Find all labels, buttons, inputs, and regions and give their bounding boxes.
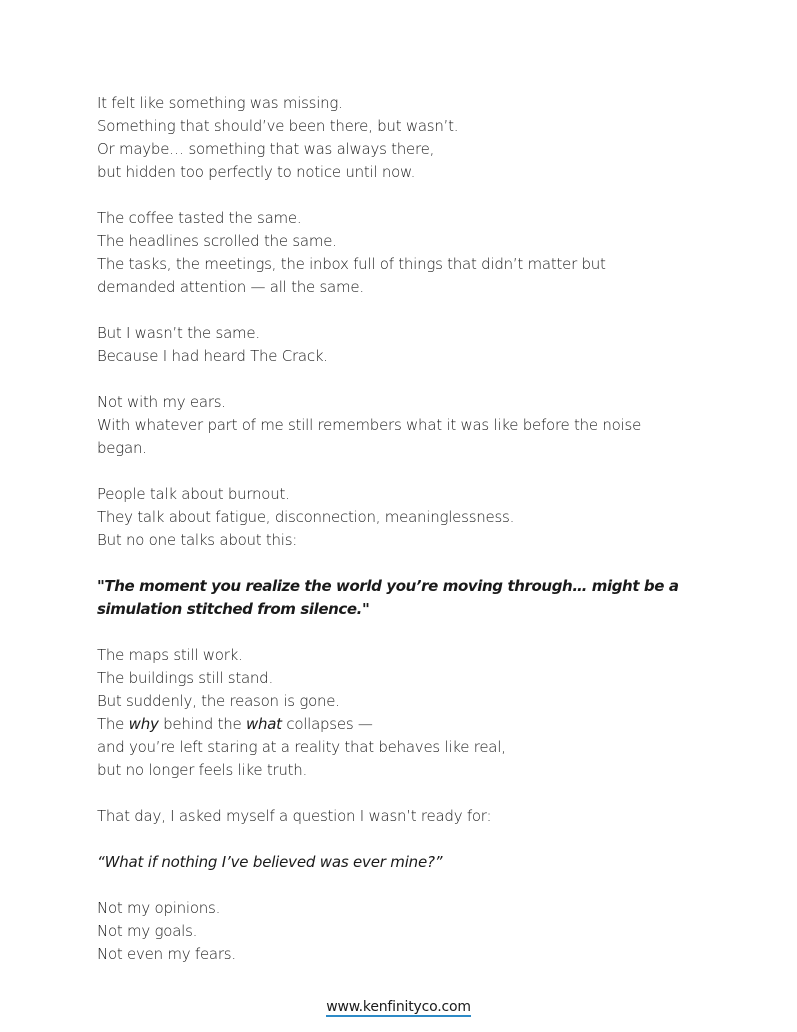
text-line: demanded attention — all the same. bbox=[97, 278, 364, 296]
text-line-why-what bbox=[97, 713, 737, 736]
text-line: That day, I asked myself a question I wasn’t ready for: bbox=[97, 807, 492, 825]
paragraph-same bbox=[97, 207, 737, 299]
text-line: The buildings still stand. bbox=[97, 669, 273, 687]
text-line: The tasks, the meetings, the inbox full of things that didn’t matter but bbox=[97, 255, 606, 273]
text-line: They talk about fatigue, disconnection, meaninglessness. bbox=[97, 508, 515, 526]
text-line: Because I had heard The Crack. bbox=[97, 347, 328, 365]
text-fragment: The bbox=[97, 715, 129, 733]
quote-line: “What if nothing I’ve believed was ever mine?” bbox=[97, 853, 443, 871]
pull-quote-believed bbox=[97, 851, 737, 874]
pull-quote-simulation bbox=[97, 575, 737, 621]
quote-line: "The moment you realize the world you’re moving through… might be a bbox=[97, 577, 679, 595]
emphasis-what: what bbox=[245, 715, 282, 733]
text-fragment: collapses — bbox=[281, 715, 373, 733]
document-body bbox=[97, 92, 737, 989]
text-line: Not even my fears. bbox=[97, 945, 236, 963]
text-line: and you’re left staring at a reality that behaves like real, bbox=[97, 738, 506, 756]
paragraph-not-mine bbox=[97, 897, 737, 966]
text-line: People talk about burnout. bbox=[97, 485, 290, 503]
text-line: Or maybe… something that was always there, bbox=[97, 140, 435, 158]
paragraph-question bbox=[97, 805, 737, 828]
page-footer bbox=[0, 996, 797, 1015]
text-line: The coffee tasted the same. bbox=[97, 209, 302, 227]
text-line: Not my goals. bbox=[97, 922, 198, 940]
text-line: But I wasn’t the same. bbox=[97, 324, 260, 342]
text-line: But no one talks about this: bbox=[97, 531, 298, 549]
text-line: It felt like something was missing. bbox=[97, 94, 343, 112]
paragraph-ears bbox=[97, 391, 737, 460]
text-line: began. bbox=[97, 439, 147, 457]
text-line: But suddenly, the reason is gone. bbox=[97, 692, 340, 710]
paragraph-crack bbox=[97, 322, 737, 368]
paragraph-burnout bbox=[97, 483, 737, 552]
text-line: The maps still work. bbox=[97, 646, 243, 664]
text-line: Not my opinions. bbox=[97, 899, 221, 917]
quote-line: simulation stitched from silence." bbox=[97, 600, 370, 618]
paragraph-missing bbox=[97, 92, 737, 184]
text-fragment: behind the bbox=[158, 715, 246, 733]
text-line: but hidden too perfectly to notice until now. bbox=[97, 163, 416, 181]
text-line: With whatever part of me still remembers what it was like before the noise bbox=[97, 416, 642, 434]
text-line: but no longer feels like truth. bbox=[97, 761, 308, 779]
text-line: Something that should’ve been there, but wasn’t. bbox=[97, 117, 459, 135]
text-line: Not with my ears. bbox=[97, 393, 226, 411]
emphasis-why: why bbox=[128, 715, 159, 733]
text-line: The headlines scrolled the same. bbox=[97, 232, 337, 250]
website-link[interactable]: www.kenfinityco.com bbox=[326, 999, 471, 1015]
paragraph-maps bbox=[97, 644, 737, 782]
